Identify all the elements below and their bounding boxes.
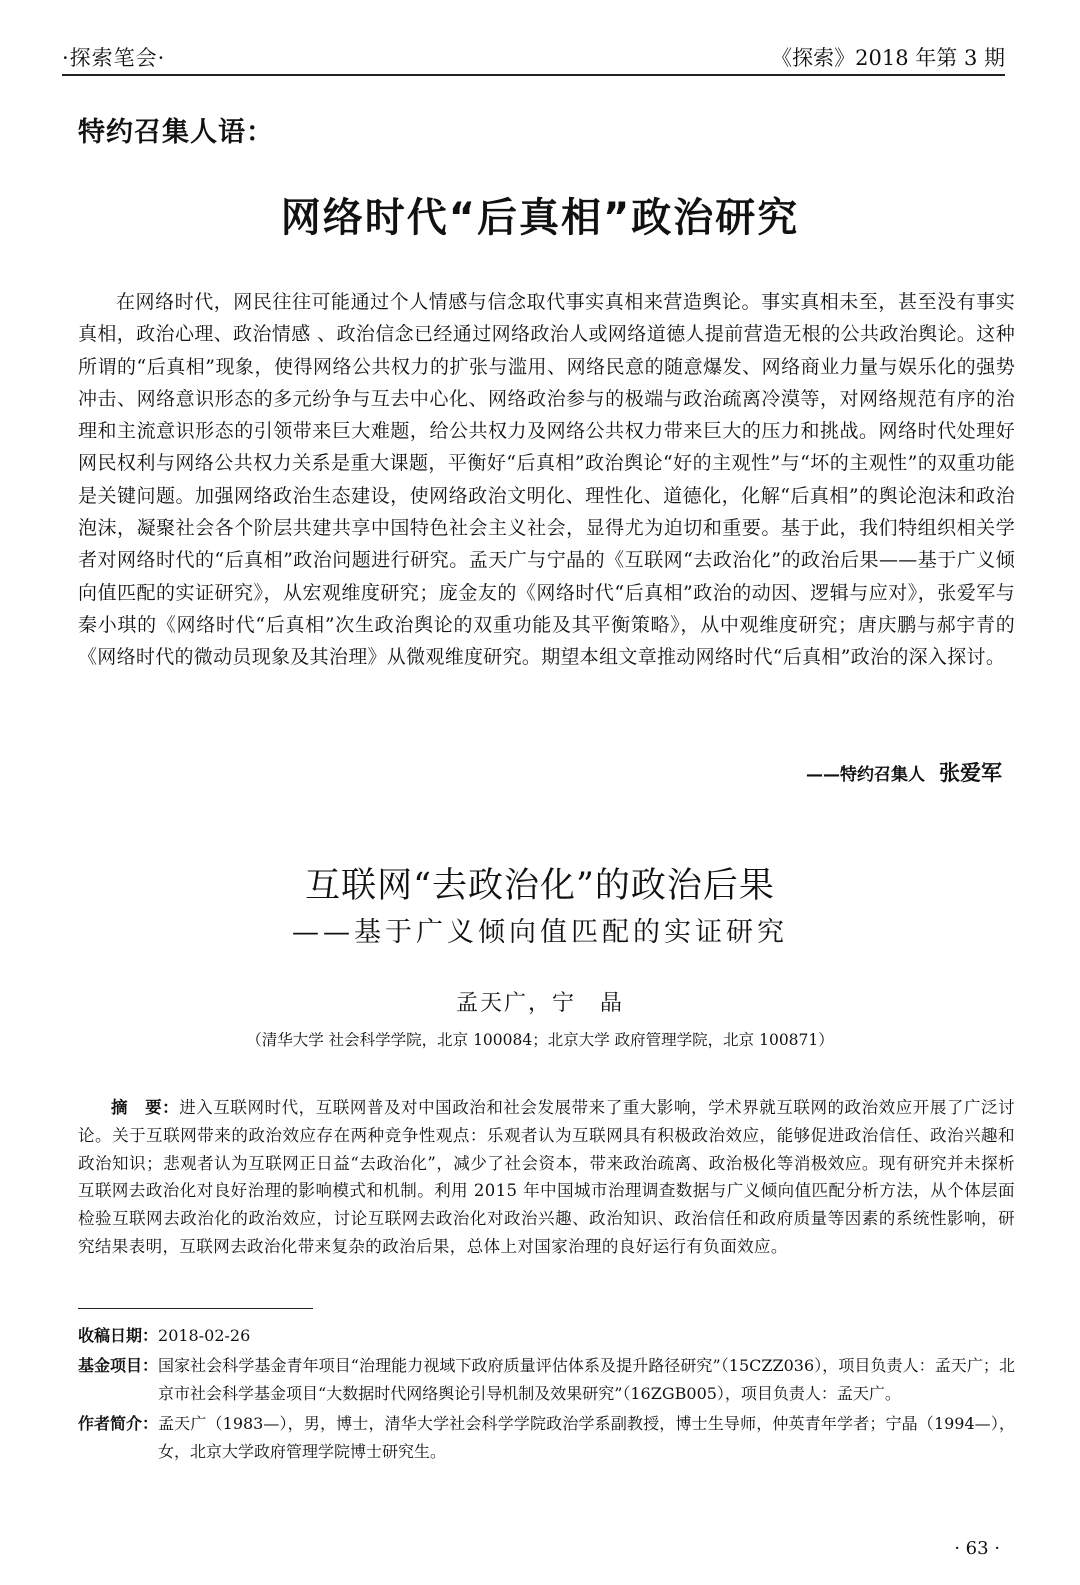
fund-value: 国家社会科学基金青年项目“治理能力视域下政府质量评估体系及提升路径研究”（15CZZ036），项目负责人：孟天广；北京市社会科学基金项目“大数据时代网络舆论引导机制及效果研究”（16ZGB005），项目负责人：孟天广。 [158, 1356, 1015, 1403]
article-subtitle: ——基于广义倾向值匹配的实证研究 [292, 917, 788, 948]
abstract [78, 1094, 1015, 1261]
page-number: · 63 · [954, 1538, 1000, 1559]
received-value: 2018-02-26 [158, 1326, 251, 1345]
footnote-received [78, 1322, 1015, 1350]
received-label: 收稿日期： [78, 1326, 159, 1345]
abstract-label: 摘 要： [111, 1098, 180, 1117]
article-title: 互联网“去政治化”的政治后果 [305, 866, 775, 906]
article-authors: 孟天广，宁 晶 [455, 991, 624, 1016]
author-bio-value: 孟天广（1983—），男，博士，清华大学社会科学学院政治学系副教授，博士生导师，仲英青年学者；宁晶（1994—），女，北京大学政府管理学院博士研究生。 [158, 1414, 1015, 1461]
fund-label: 基金项目： [78, 1356, 159, 1375]
convener-signoff [806, 757, 1002, 787]
main-title: 网络时代“后真相”政治研究 [280, 195, 800, 241]
footnote-author [78, 1410, 1015, 1466]
author-bio-label: 作者简介： [78, 1414, 159, 1433]
author-affiliation: （清华大学 社会科学学院，北京 100084；北京大学 政府管理学院，北京 100871） [246, 1031, 834, 1049]
convener-intro: 在网络时代，网民往往可能通过个人情感与信念取代事实真相来营造舆论。事实真相未至，甚至没有事实真相，政治心理、政治情感 、政治信念已经通过网络政治人或网络道德人提前营造无根的公共政治舆论。这种所谓的“后真相”现象，使得网络公共权力的扩张与滥用、网络民意的随意爆发、网络商业力量与娱乐化的强势冲击、网络意识形态的多元纷争与互去中心化、网络政治参与的极端与政治疏离冷漠等，对网络规范有序的治理和主流意识形态的引领带来巨大难题，给公共权力及网络公共权力带来巨大的压力和挑战。网络时代处理好网民权利与网络公共权力关系是重大课题，平衡好“后真相”政治舆论“好的主观性”与“坏的主观性”的双重功能是关键问题。加强网络政治生态建设，使网络政治文明化、理性化、道德化，化解“后真相”的舆论泡沫和政治泡沫，凝聚社会各个阶层共建共享中国特色社会主义社会，显得尤为迫切和重要。基于此，我们特组织相关学者对网络时代的“后真相”政治问题进行研究。孟天广与宁晶的《互联网“去政治化”的政治后果——基于广义倾向值匹配的实证研究》，从宏观维度研究；庞金友的《网络时代“后真相”政治的动因、逻辑与应对》，张爱军与秦小琪的《网络时代“后真相”次生政治舆论的双重功能及其平衡策略》，从中观维度研究；唐庆鹏与郝宇青的《网络时代的微动员现象及其治理》从微观维度研究。期望本组文章推动网络时代“后真相”政治的深入探讨。 [78, 291, 1015, 669]
signoff-role: ——特约召集人 [806, 765, 925, 785]
section-label: ·探索笔会· [62, 46, 166, 70]
journal-issue: 《探索》2018 年第 3 期 [771, 46, 1005, 70]
footnotes [78, 1322, 1015, 1468]
running-header [62, 38, 1005, 76]
footnote-divider [78, 1308, 313, 1309]
signoff-name: 张爱军 [939, 761, 1002, 785]
footnote-fund [78, 1352, 1015, 1408]
abstract-text: 进入互联网时代，互联网普及对中国政治和社会发展带来了重大影响，学术界就互联网的政治效应开展了广泛讨论。关于互联网带来的政治效应存在两种竞争性观点：乐观者认为互联网具有积极政治效应，能够促进政治信任、政治兴趣和政治知识；悲观者认为互联网正日益“去政治化”，减少了社会资本，带来政治疏离、政治极化等消极效应。现有研究并未探析互联网去政治化对良好治理的影响模式和机制。利用 2015 年中国城市治理调查数据与广义倾向值匹配分析方法，从个体层面检验互联网去政治化的政治效应，讨论互联网去政治化对政治兴趣、政治知识、政治信任和政府质量等因素的系统性影响，研究结果表明，互联网去政治化带来复杂的政治后果，总体上对国家治理的良好运行有负面效应。 [78, 1098, 1015, 1256]
convener-heading: 特约召集人语： [78, 117, 274, 148]
